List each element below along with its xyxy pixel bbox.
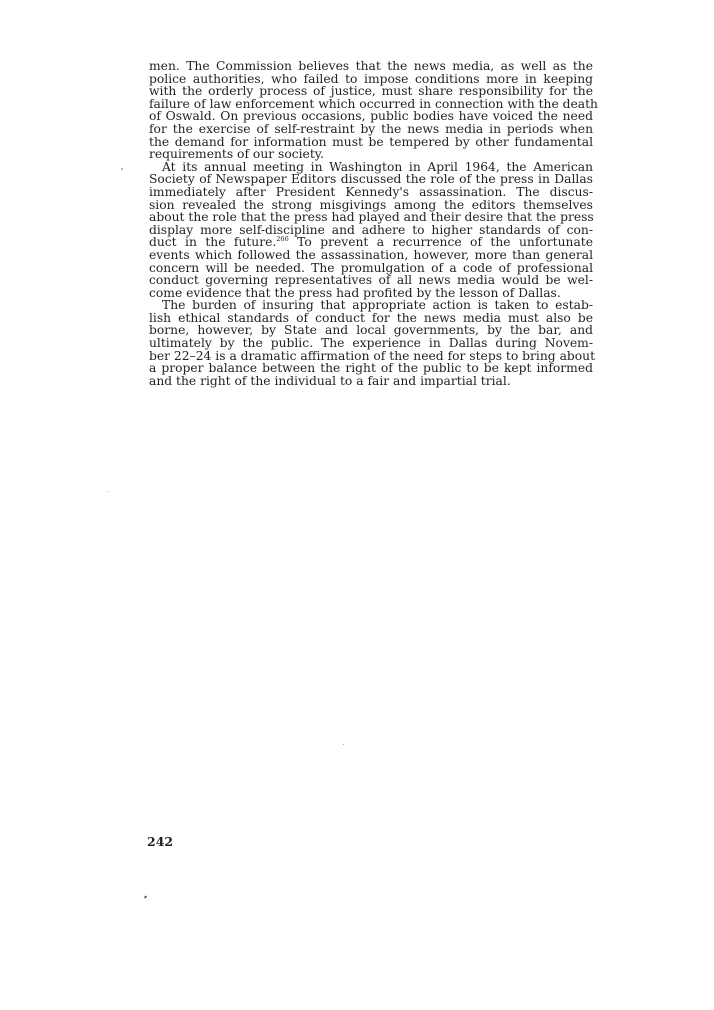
text-line: borne, however, by State and local governments, by the bar, and — [149, 323, 593, 338]
text-line: for the exercise of self-restraint by the news media in periods when — [149, 121, 593, 136]
text-segment: duct in the future. — [149, 235, 277, 250]
text-line: At its annual meeting in Washington in April 1964, the American — [162, 159, 593, 174]
paragraph-2 — [149, 161, 593, 300]
text-line: with the orderly process of justice, must share responsibility for the — [149, 84, 593, 99]
text-line: requirements of our society. — [149, 147, 325, 162]
text-line: men. The Commission believes that the news media, as well as the — [149, 59, 593, 73]
text-line: display more self-discipline and adhere to higher standards of con- — [149, 222, 593, 237]
paragraph-3 — [149, 298, 596, 388]
text-line: failure of law enforcement which occurred in connection with the death — [149, 96, 598, 111]
text-line: Society of Newspaper Editors discussed the role of the press in Dallas — [149, 172, 593, 187]
scan-speck — [107, 491, 108, 492]
text-line: concern will be needed. The promulgation of a code of professional — [149, 260, 593, 275]
text-line: The burden of insuring that appropriate action is taken to estab- — [162, 298, 593, 313]
text-line: ber 22–24 is a dramatic affirmation of the need for steps to bring about — [149, 348, 596, 363]
scan-speck — [343, 744, 344, 745]
text-line: conduct governing representatives of all news media would be wel- — [149, 273, 593, 288]
scan-speck — [144, 895, 148, 898]
text-line: immediately after President Kennedy's assassination. The discus- — [149, 184, 593, 199]
text-line: police authorities, who failed to impose conditions more in keeping — [149, 71, 593, 86]
text-line: of Oswald. On previous occasions, public bodies have voiced the need — [149, 109, 593, 124]
text-line: sion revealed the strong misgivings among the editors themselves — [149, 197, 593, 212]
text-line: ultimately by the public. The experience in Dallas during Novem- — [149, 336, 593, 351]
text-line: about the role that the press had played and their desire that the press — [149, 210, 594, 225]
text-line: the demand for information must be tempered by other fundamental — [149, 134, 593, 149]
scan-speck — [121, 168, 123, 170]
footnote-reference: 266 — [276, 235, 289, 244]
text-segment: To prevent a recurrence of the unfortunate — [288, 235, 593, 250]
text-line: lish ethical standards of conduct for the news media must also be — [149, 310, 593, 325]
text-line: and the right of the individual to a fair and impartial trial. — [149, 373, 511, 388]
text-line: come evidence that the press had profited by the lesson of Dallas. — [149, 285, 561, 300]
body-text — [149, 59, 598, 388]
text-line: events which followed the assassination, however, more than general — [149, 247, 593, 262]
page-number: 242 — [147, 834, 174, 849]
paragraph-1 — [149, 59, 598, 162]
text-line: a proper balance between the right of the public to be kept informed — [149, 361, 593, 376]
